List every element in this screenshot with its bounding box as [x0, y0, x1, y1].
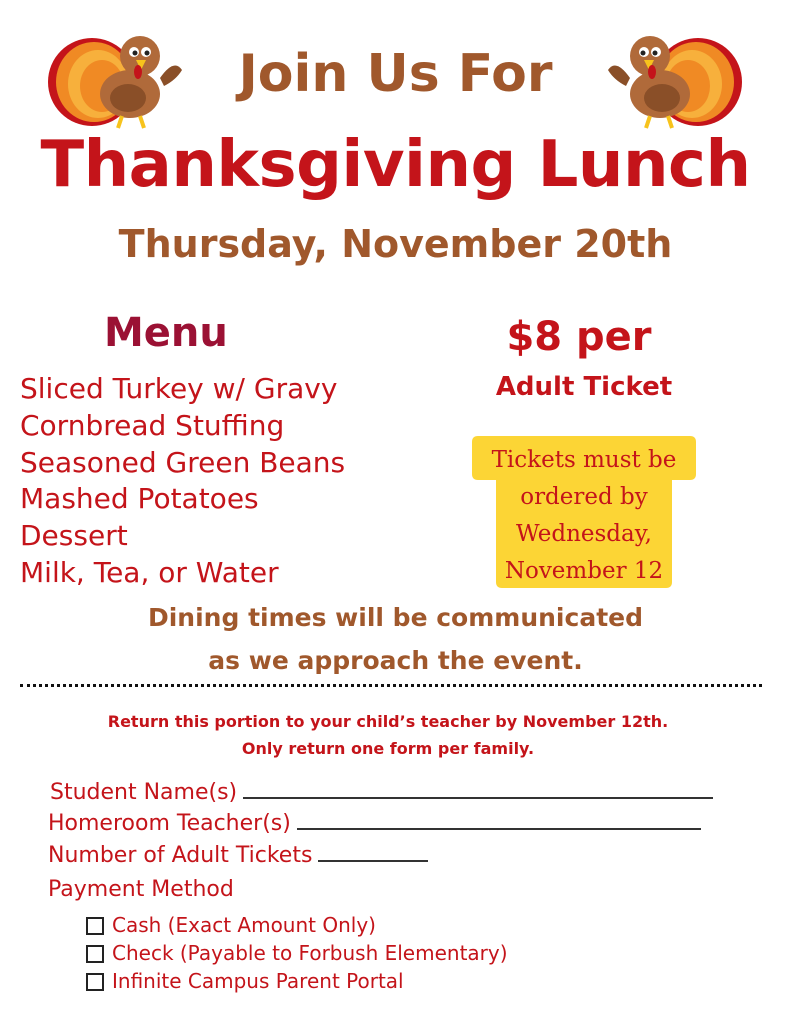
payment-option-cash[interactable] [86, 913, 376, 937]
payment-option-portal[interactable] [86, 969, 404, 993]
notice-line: Wednesday, [515, 521, 652, 547]
headline-join-us: Join Us For [238, 44, 553, 104]
payment-method-label: Payment Method [48, 877, 234, 902]
homeroom-teacher-row [48, 811, 701, 836]
return-line: Only return one form per family. [241, 739, 535, 758]
adult-tickets-field[interactable] [318, 844, 428, 862]
return-line: Return this portion to your child’s teacher by November 12th. [107, 712, 669, 731]
student-name-field[interactable] [243, 781, 713, 799]
dining-line: as we approach the event. [208, 646, 583, 675]
menu-title: Menu [104, 310, 228, 356]
homeroom-teacher-field[interactable] [297, 812, 701, 830]
cash-checkbox[interactable] [86, 917, 104, 935]
menu-item: Milk, Tea, or Water [20, 556, 279, 589]
payment-option-label: Check (Payable to Forbush Elementary) [112, 941, 508, 965]
menu-item: Cornbread Stuffing [20, 409, 285, 442]
student-name-row [50, 780, 713, 805]
menu-item: Dessert [20, 519, 128, 552]
dining-times-note [0, 596, 791, 682]
notice-line: ordered by [520, 484, 648, 510]
menu-item: Mashed Potatoes [20, 482, 259, 515]
ticket-price: $8 per [506, 314, 652, 360]
payment-option-label: Cash (Exact Amount Only) [112, 913, 376, 937]
check-checkbox[interactable] [86, 945, 104, 963]
notice-line: November 12 [504, 558, 664, 584]
portal-checkbox[interactable] [86, 973, 104, 991]
payment-option-label: Infinite Campus Parent Portal [112, 969, 404, 993]
payment-option-check[interactable] [86, 941, 508, 965]
adult-tickets-label: Number of Adult Tickets [48, 843, 313, 868]
menu-item: Seasoned Green Beans [20, 446, 346, 479]
ticket-label: Adult Ticket [495, 372, 673, 402]
adult-tickets-row [48, 843, 428, 868]
menu-item: Sliced Turkey w/ Gravy [20, 372, 338, 405]
return-instructions [0, 708, 776, 762]
order-deadline-notice [472, 436, 696, 588]
student-name-label: Student Name(s) [50, 780, 238, 805]
page-title: Thanksgiving Lunch [40, 128, 751, 202]
homeroom-teacher-label: Homeroom Teacher(s) [48, 811, 291, 836]
event-date: Thursday, November 20th [118, 222, 673, 266]
dining-line: Dining times will be communicated [147, 603, 643, 632]
cut-line-divider [20, 684, 762, 687]
notice-line: Tickets must be [491, 447, 677, 473]
